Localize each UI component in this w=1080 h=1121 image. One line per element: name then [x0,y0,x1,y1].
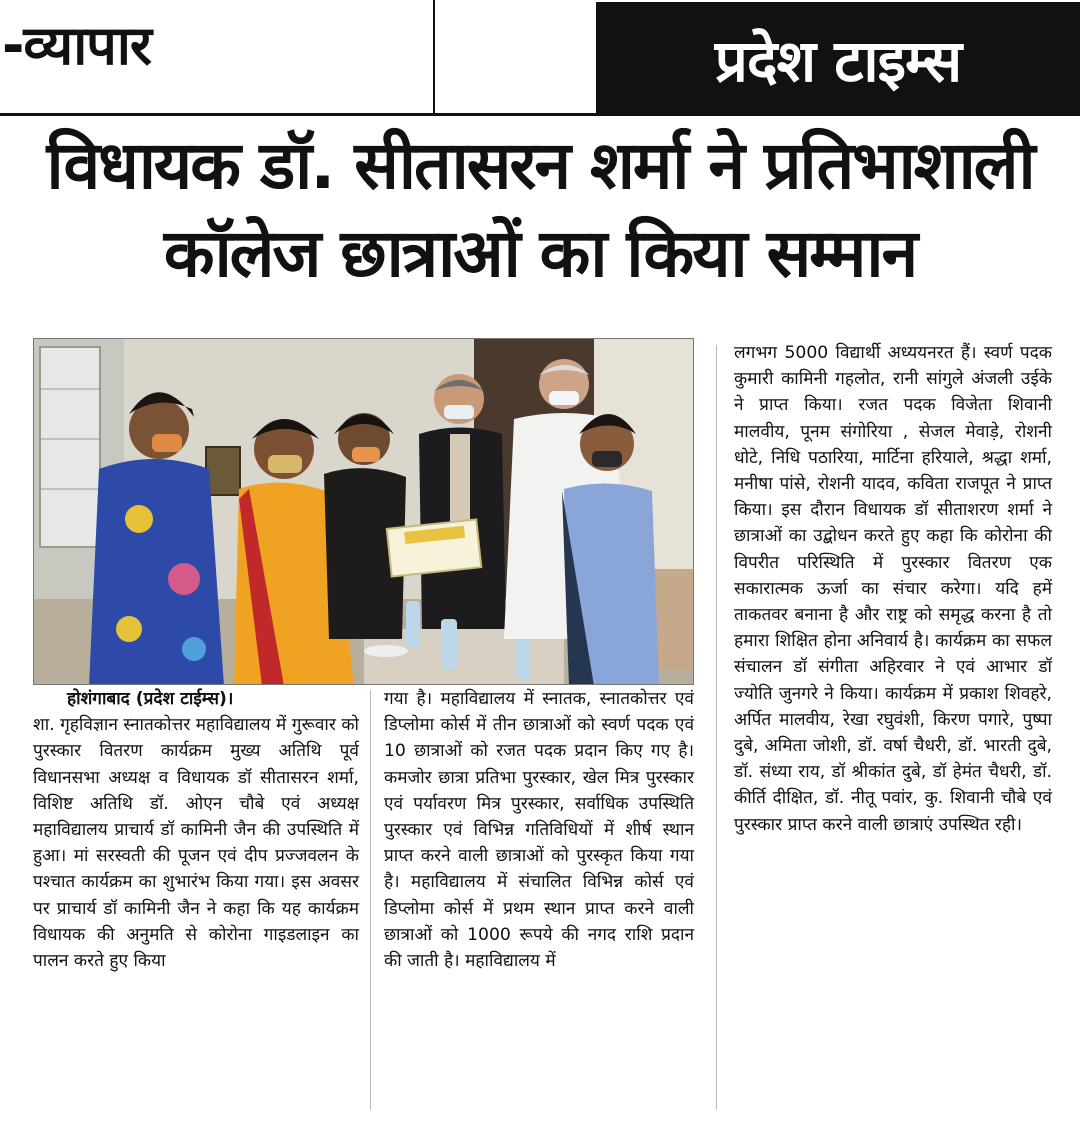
news-photo [33,338,694,685]
body-text-left: शा. गृहविज्ञान स्नातकोत्तर महाविद्यालय में गुरूवार को पुरस्कार वितरण कार्यक्रम मुख्य अतिथि पूर्व विधानसभा अध्यक्ष व विधायक डॉ सीतासरन शर्मा, विशिष्ट अतिथि डॉ. ओएन चौबे एवं अध्यक्ष महाविद्यालय प्राचार्य डॉ कामिनी जैन की उपस्थिति में हुआ। मां सरस्वती की पूजन एवं दीप प्रज्जवलन के पश्चात कार्यक्रम का शुभारंभ किया गया। इस अवसर पर प्राचार्य डॉ कामिनी जैन ने कहा कि यह कार्यक्रम विधायक की अनुमति से कोरोना गाइडलाइन का पालन करते हुए किया [33,715,359,972]
dateline: होशंगाबाद (प्रदेश टाईम्स)। [67,689,234,709]
newspaper-name: प्रदेश टाइम्स [714,26,962,95]
section-label: -व्यापार [2,14,151,77]
article-column-left [33,686,359,974]
article-column-right [734,340,1052,838]
masthead [596,2,1080,114]
body-text-right: लगभग 5000 विद्यार्थी अध्ययनरत हैं। स्वर्ण पदक कुमारी कामिनी गहलोत, रानी सांगुले अंजली उईके ने प्राप्त किया। रजत पदक विजेता शिवानी मालवीय, पूनम संगोरिया , सेजल मेवाड़े, रोशनी धोटे, निधि पठारिया, मार्टिना हरियाले, श्रद्धा शर्मा, मनीषा पांसे, रोशनी यादव, कविता राजपूत ने प्राप्त किया। इस दौरान विधायक डॉ सीताशरण शर्मा ने छात्राओं का उद्बोधन करते हुए कहा कि कोरोना की विपरीत परिस्थिति में पुरस्कार वितरण एक सकारात्मक ऊर्जा का संचार करेगा। यदि हमें ताकतवर बनाना है और राष्ट्र को समृद्ध करना है तो हमारा शिक्षित होना अनिवार्य है। कार्यक्रम का सफल संचालन डॉ संगीता अहिरवार ने एवं आभार डॉ ज्योति जुनगरे ने किया। कार्यक्रम में प्रकाश शिवहरे, अर्पित मालवीय, रेखा रघुवंशी, किरण पगारे, पुष्पा दुबे, अमिता जोशी, डॉ. वर्षा चैधरी, डॉ. भारती दुबे, डॉ. संध्या राय, डॉ श्रीकांत दुबे, डॉ हेमंत चैधरी, डॉ. कीर्ति दीक्षित, डॉ. नीतू पवांर, कु. शिवानी चौबे एवं पुरस्कार प्राप्त करने वाली छात्राएं उपस्थित रही। [734,343,1052,835]
article-column-middle [384,686,694,974]
body-text-middle: गया है। महाविद्यालय में स्नातक, स्नातकोत्तर एवं डिप्लोमा कोर्स में तीन छात्राओं को स्वर्ण पदक एवं 10 छात्राओं को रजत पदक प्रदान किए गए है। कमजोर छात्रा प्रतिभा पुरस्कार, खेल मित्र पुरस्कार एवं पर्यावरण मित्र पुरस्कार, सर्वाधिक उपस्थिति पुरस्कार एवं विभिन्न गतिविधियों में शीर्ष स्थान प्राप्त करने वाली छात्राओं को पुरस्कृत किया गया है। महाविद्यालय में संचालित विभिन्न कोर्स एवं डिप्लोमा कोर्स में प्रथम स्थान प्राप्त करने वाली छात्राओं को 1000 रूपये की नगद राशि प्रदान की जाती है। महाविद्यालय में [384,689,694,972]
header-rule [0,113,1080,116]
column-divider [370,690,371,1110]
headline: विधायक डॉ. सीतासरन शर्मा ने प्रतिभाशाली कॉलेज छात्राओं का किया सम्मान [46,127,1034,292]
header-divider [433,0,435,114]
column-divider [716,345,717,1110]
page-header [0,0,1080,116]
